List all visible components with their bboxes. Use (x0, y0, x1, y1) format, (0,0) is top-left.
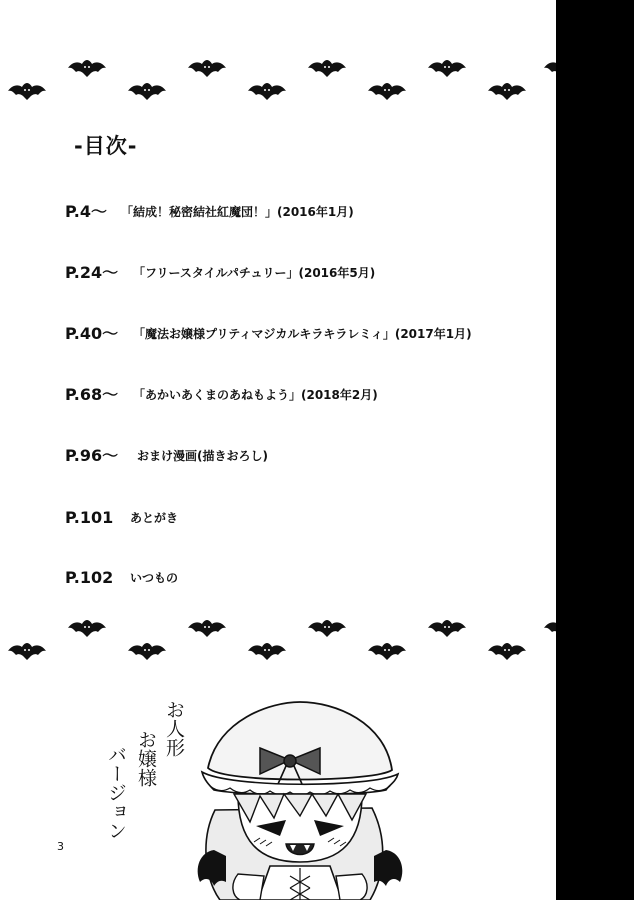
doll-girl-svg (160, 690, 440, 900)
caption-line: お人形 (163, 700, 185, 757)
bat-border-bottom (0, 612, 556, 682)
bat-icon (544, 620, 556, 637)
doll-girl-illustration (160, 690, 440, 900)
toc-entry-page: P.4～ (65, 202, 108, 221)
bat-icon (8, 643, 46, 660)
caption-line: バージョン (105, 745, 127, 840)
toc-entry-page: P.40～ (65, 324, 119, 343)
bat-icon (488, 643, 526, 660)
bat-icon (68, 620, 106, 637)
caption-line: お嬢様 (135, 730, 157, 787)
page-number: 3 (57, 840, 64, 853)
toc-entry-text: 「魔法お嬢様プリティマジカルキラキラレミィ」(2017年1月) (133, 327, 472, 341)
toc-title: -目次- (74, 134, 138, 158)
toc-entry-page: P.24～ (65, 263, 119, 282)
toc-entry-text: おまけ漫画(描きおろし) (137, 449, 268, 463)
bat-icon (128, 643, 166, 660)
page-edge-bar (556, 0, 634, 900)
toc-entry-text: あとがき (130, 511, 179, 525)
toc-entry-page: P.101 (65, 508, 114, 527)
toc-entry-page: P.102 (65, 568, 114, 587)
toc-entry-page: P.96～ (65, 446, 119, 465)
toc-entry-page: P.68～ (65, 385, 119, 404)
toc-entry-text: いつもの (130, 571, 179, 585)
bat-icon (308, 620, 346, 637)
toc-entry-text: 「あかいあくまのあねもよう」(2018年2月) (133, 388, 378, 402)
bat-icon (428, 620, 466, 637)
toc-entry-text: 「結成！秘密結社紅魔団！」(2016年1月) (121, 205, 354, 219)
bat-icon (368, 643, 406, 660)
bat-row-bottom-svg (0, 612, 556, 682)
bat-icon (248, 643, 286, 660)
bat-icon (188, 620, 226, 637)
toc-entry-text: 「フリースタイルパチュリー」(2016年5月) (133, 266, 376, 280)
